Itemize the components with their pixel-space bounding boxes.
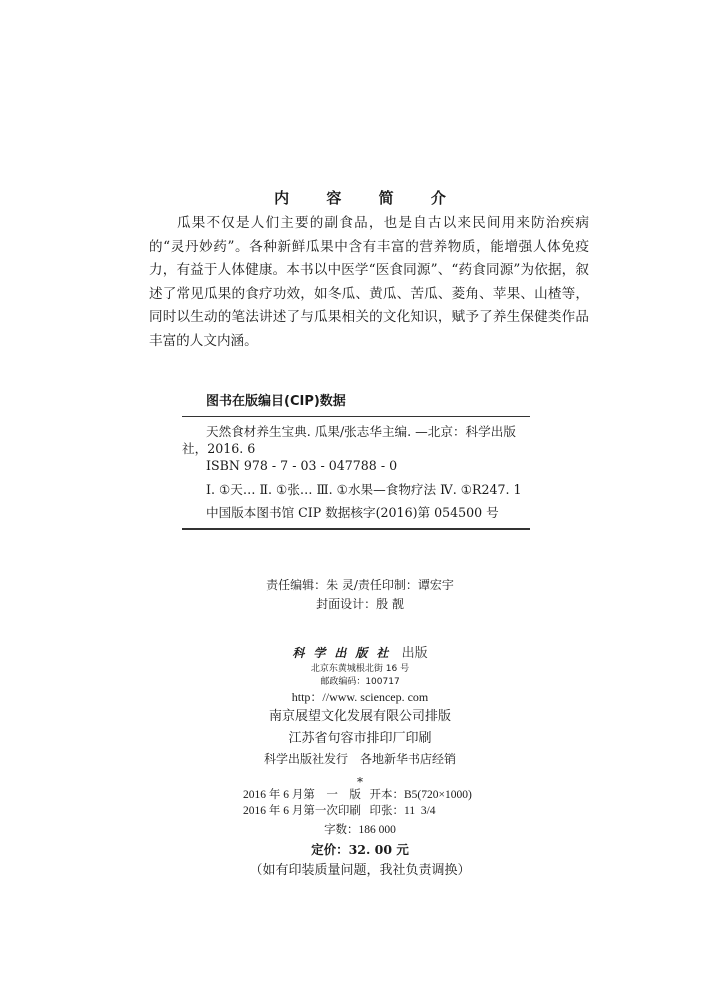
cip-classification: Ⅰ. ①天… Ⅱ. ①张… Ⅲ. ①水果—食物疗法 Ⅳ. ①R247. 1 [206,482,522,497]
print-info-row-edition [243,787,472,803]
distribution: 科学出版社发行 各地新华书店经销 [263,752,456,766]
publisher-postcode: 邮政编码：100717 [320,677,400,687]
publish-label: 出版 [401,646,428,661]
print-info-row-printing [243,803,472,819]
printed-sheets: 印张：11 3/4 [369,805,436,817]
publisher-address: 北京东黄城根北街 16 号 [310,664,410,674]
section-separator: * [357,775,363,789]
credits-cover-line: 封面设计：殷 靓 [316,597,404,611]
cip-record-number: 中国版本图书馆 CIP 数据核字(2016)第 054500 号 [206,505,499,520]
cip-spacer [182,474,530,481]
cip-data-block [182,390,530,530]
summary-body: 瓜果不仅是人们主要的副食品，也是自古以来民间用来防治疾病的“灵丹妙药”。各种新鲜瓜果中含有丰富的营养物质，能增强人体免疫力，有益于人体健康。本书以中医学“医食同源”、“药食同源”为依据，叙述了常见瓜果的食疗功效，如冬瓜、黄瓜、苦瓜、菱角、苹果、山楂等，同时以生动的笔法讲述了与瓜果相关的文化知识，赋予了养生保健类作品丰富的人文内涵。 [149,215,589,349]
publisher-block [0,644,720,792]
cip-title: 图书在版编目(CIP)数据 [206,394,346,409]
cip-citation: 天然食材养生宝典. 瓜果/张志华主编. —北京：科学出版社，2016. 6 [182,424,516,456]
typesetter: 南京展望文化发展有限公司排版 [268,709,451,724]
credits-editor-line: 责任编辑：朱 灵/责任印制：谭宏宇 [266,578,454,592]
summary-title: 内 容 简 介 [274,189,462,207]
cip-top-rule [182,416,530,417]
publisher-logo-text: 科学出版社 [292,646,398,660]
format: 开本：B5(720×1000) [369,789,472,801]
publisher-name-row [0,644,720,663]
cip-bottom-rule [182,528,530,530]
publisher-url: http：//www. sciencep. com [291,690,429,704]
print-info [243,787,472,819]
printer: 江苏省句容市排印厂印刷 [288,731,432,746]
printing-date: 2016 年 6 月第一次印刷 [243,805,361,817]
credits [0,576,720,614]
word-count: 字数：186 000 [324,824,396,836]
quality-notice: （如有印装质量问题，我社负责调换） [249,863,471,878]
price: 定价：32. 00 元 [311,842,409,857]
edition-date: 2016 年 6 月第 一 版 [243,789,361,801]
cip-isbn: ISBN 978 - 7 - 03 - 047788 - 0 [206,458,398,473]
